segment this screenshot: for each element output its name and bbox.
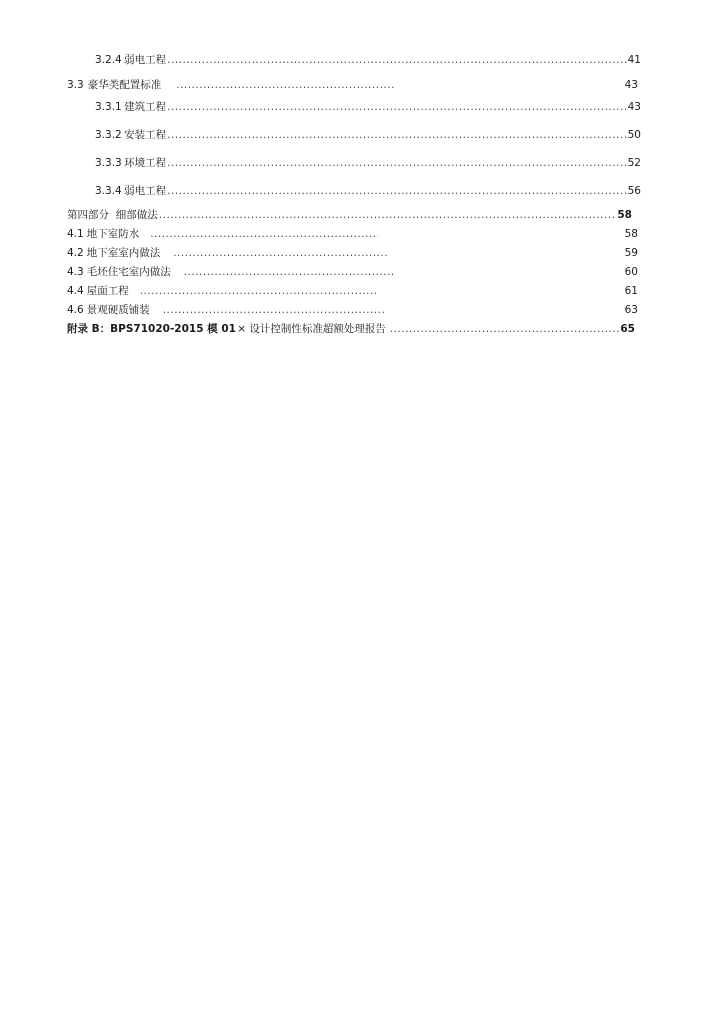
- toc-page-number: 65: [620, 323, 635, 335]
- toc-leader-dots: [150, 227, 378, 241]
- toc-entry-title: 地下室室内做法: [86, 247, 161, 259]
- toc-entry-number: 第四部分: [67, 209, 109, 221]
- toc-leader-dots: [167, 184, 626, 198]
- toc-page-number: 60: [624, 266, 638, 278]
- toc-entry-number: 3.3.4: [95, 185, 122, 197]
- toc-leader-dots: [173, 246, 389, 260]
- toc-entry[interactable]: [67, 78, 638, 92]
- toc-leader-dots: [167, 156, 626, 170]
- toc-entry[interactable]: [95, 100, 641, 114]
- toc-entry-title: 环境工程: [124, 157, 167, 169]
- toc-entry-title: 建筑工程: [124, 101, 167, 113]
- toc-entry-number: 3.2.4: [95, 54, 122, 66]
- toc-page-number: 63: [624, 304, 638, 316]
- toc-entry-number: 3.3: [67, 79, 84, 91]
- toc-leader-dots: [167, 53, 626, 67]
- toc-entry[interactable]: [95, 128, 641, 142]
- toc-entry-title: × 设计控制性标准超额处理报告: [237, 323, 386, 335]
- toc-entry-number: 4.1: [67, 228, 84, 240]
- toc-entry[interactable]: [67, 284, 638, 298]
- toc-entry-title: 景观硬质铺装: [86, 304, 150, 316]
- toc-leader-dots: [140, 284, 376, 298]
- toc-leader-dots: [163, 303, 385, 317]
- toc-page-number: 52: [627, 157, 641, 169]
- toc-leader-dots: [159, 208, 617, 222]
- toc-entry[interactable]: [95, 156, 641, 170]
- toc-leader-dots: [390, 322, 620, 336]
- toc-page-number: 58: [624, 228, 638, 240]
- toc-entry-title: 地下室防水: [86, 228, 140, 240]
- toc-leader-dots: [167, 100, 626, 114]
- toc-page-number: 43: [627, 101, 641, 113]
- toc-entry-title: 屋面工程: [86, 285, 129, 297]
- toc-entry[interactable]: [67, 227, 638, 241]
- toc-entry-number: 4.2: [67, 247, 84, 259]
- toc-entry-title: 豪华类配置标准: [87, 79, 162, 91]
- toc-entry-title: 弱电工程: [124, 54, 167, 66]
- toc-entry-number: 3.3.1: [95, 101, 122, 113]
- toc-entry[interactable]: [95, 53, 641, 67]
- toc-page-number: 50: [627, 129, 641, 141]
- toc-entry-title: 弱电工程: [124, 185, 167, 197]
- toc-entry-number: 4.3: [67, 266, 84, 278]
- toc-page-number: 56: [627, 185, 641, 197]
- toc-entry-title: 安装工程: [124, 129, 167, 141]
- toc-leader-dots: [184, 265, 396, 279]
- toc-entry-number: 4.6: [67, 304, 84, 316]
- toc-page-number: 41: [627, 54, 641, 66]
- toc-entry-number: 4.4: [67, 285, 84, 297]
- toc-entry[interactable]: [95, 184, 641, 198]
- toc-page-number: 59: [624, 247, 638, 259]
- toc-leader-dots: [176, 78, 394, 92]
- toc-entry[interactable]: [67, 208, 632, 222]
- toc-entry-number: 3.3.3: [95, 157, 122, 169]
- toc-entry-number: 附录 B：BPS71020-2015 模 01: [67, 323, 236, 335]
- toc-entry-title: 细部做法: [115, 209, 158, 221]
- toc-page-number: 61: [624, 285, 638, 297]
- toc-entry-title: 毛坯住宅室内做法: [86, 266, 171, 278]
- toc-entry[interactable]: [67, 322, 635, 336]
- toc-page-number: 58: [617, 209, 632, 221]
- toc-entry[interactable]: [67, 265, 638, 279]
- toc-page-number: 43: [624, 79, 638, 91]
- toc-entry[interactable]: [67, 303, 638, 317]
- toc-leader-dots: [167, 128, 626, 142]
- toc-entry[interactable]: [67, 246, 638, 260]
- toc-entry-number: 3.3.2: [95, 129, 122, 141]
